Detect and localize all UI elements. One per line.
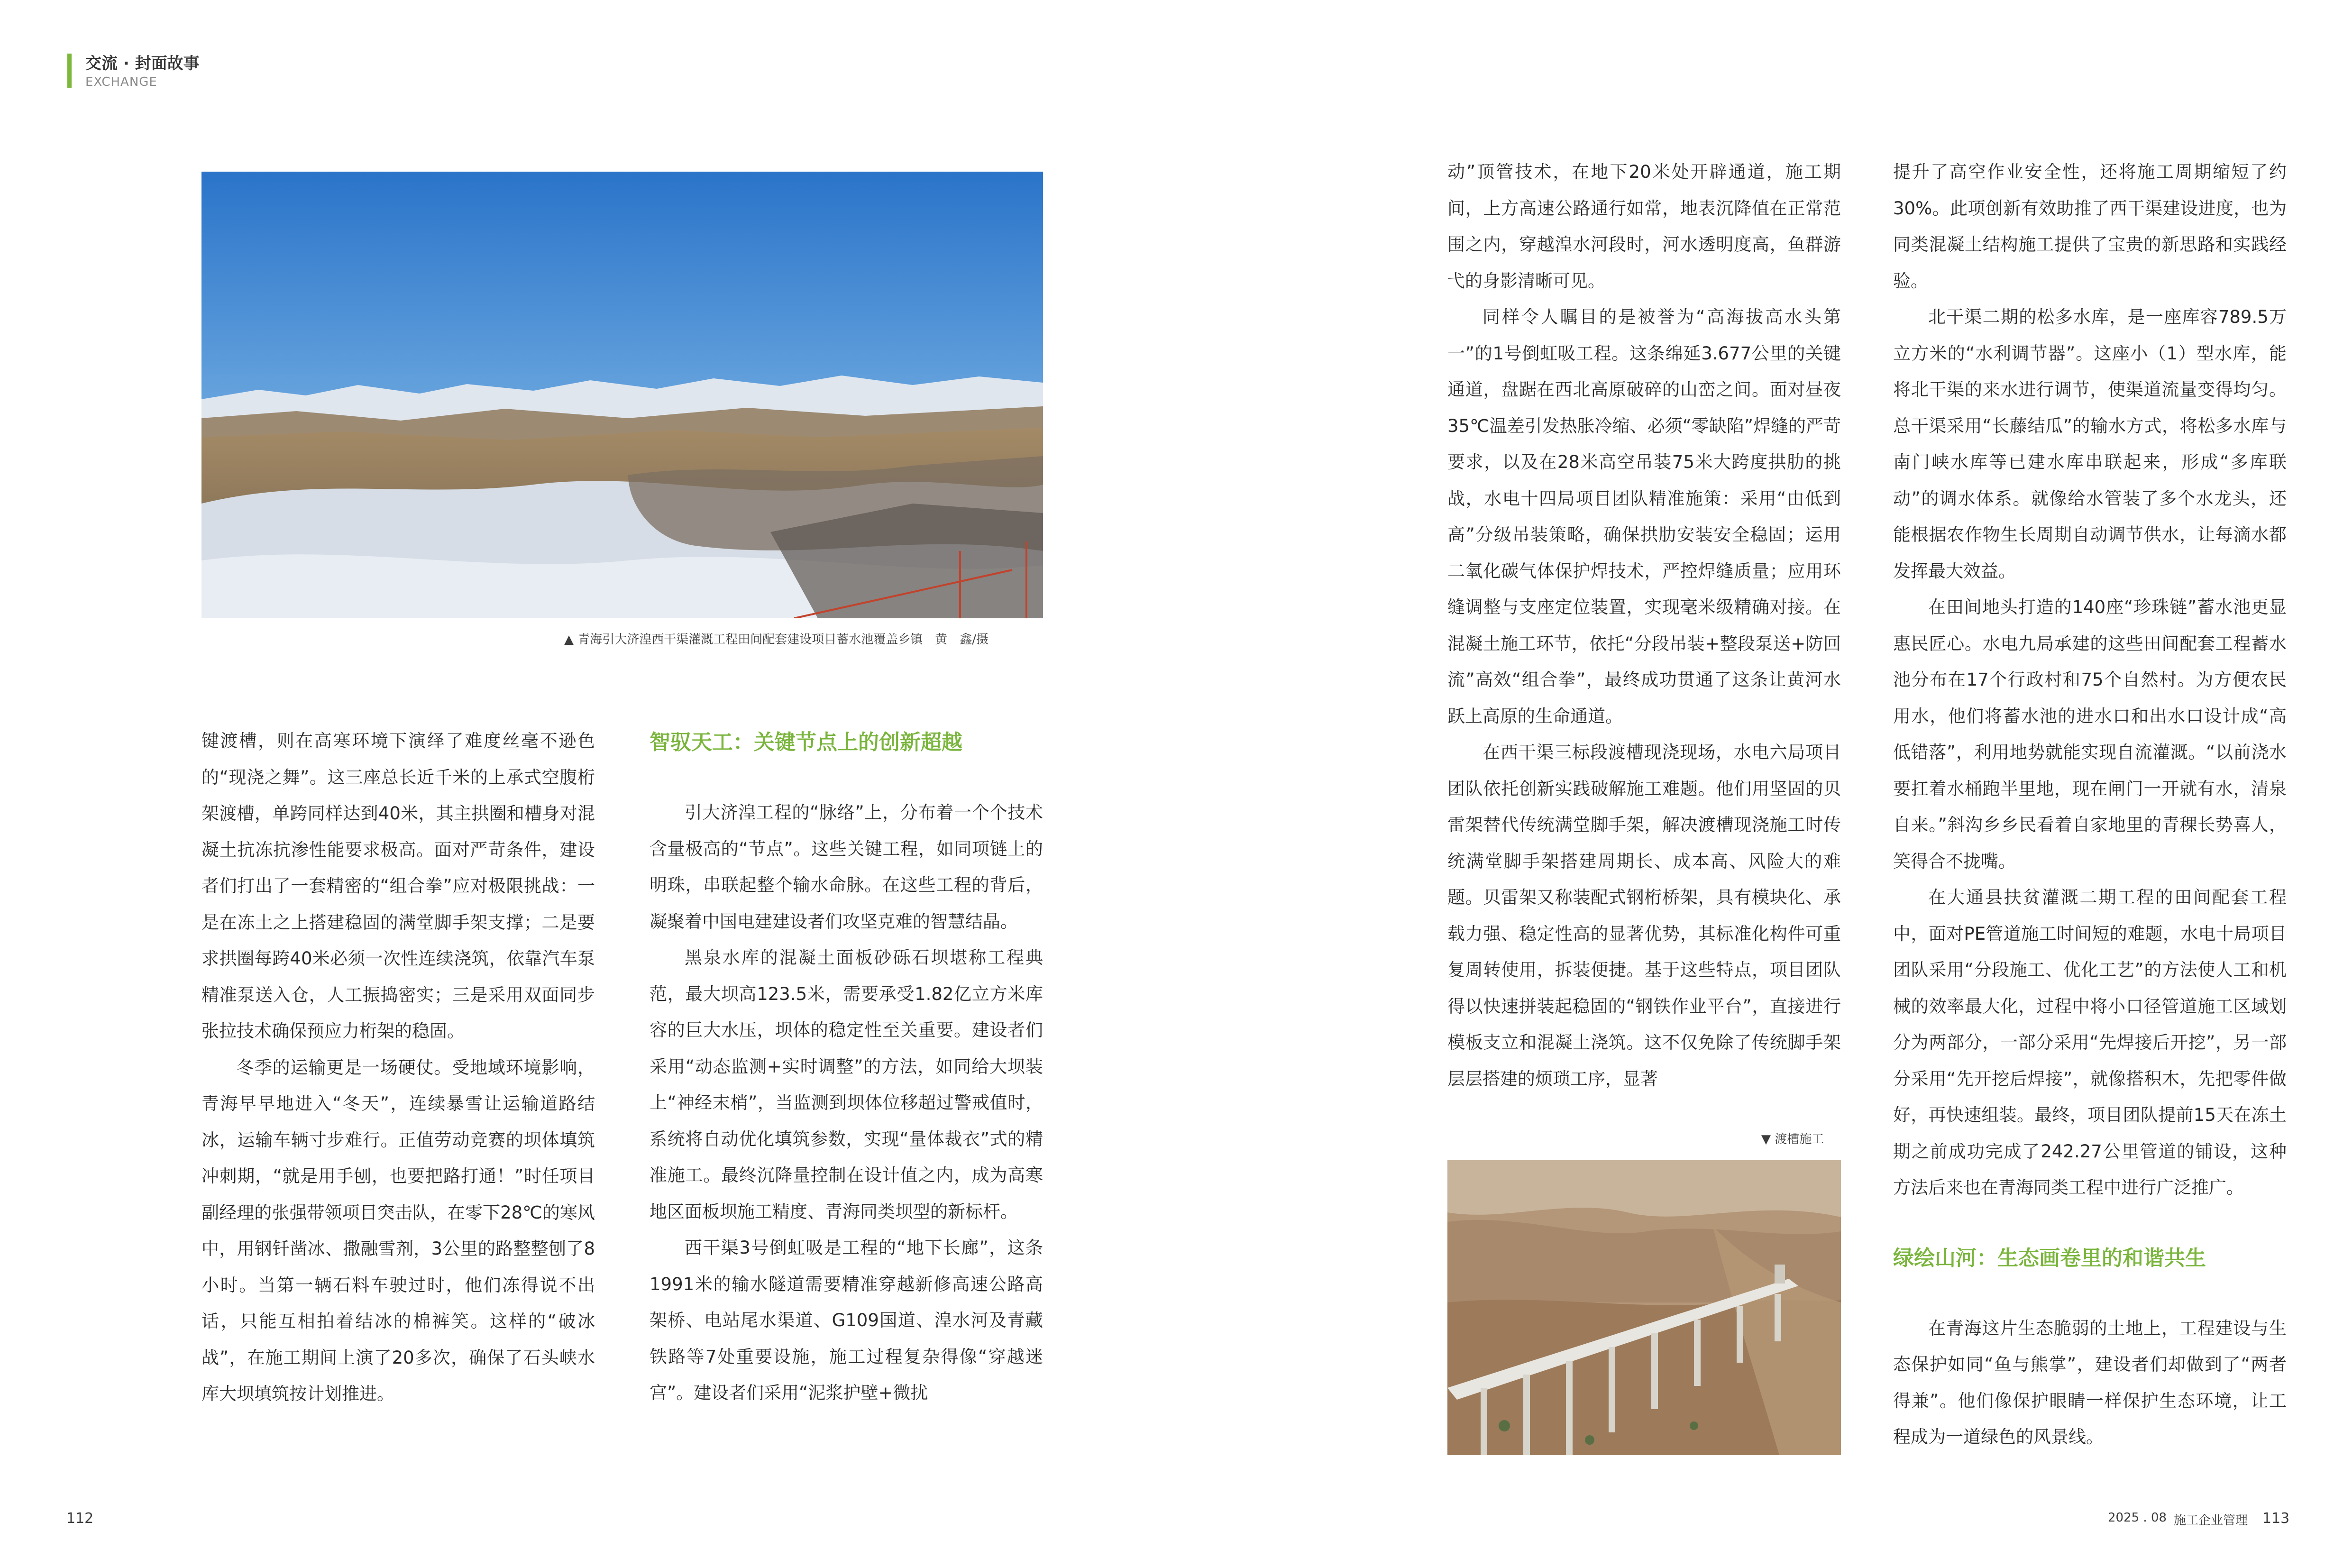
paragraph: 键渡槽，则在高寒环境下演绎了难度丝毫不逊色的“现浇之舞”。这三座总长近千米的上承式空腹桁架渡槽，单跨同样达到40米，其主拱圈和槽身对混凝土抗冻抗渗性能要求极高。面对严苛条件，建设者们打出了一套精密的“组合拳”应对极限挑战：一是在冻土之上搭建稳固的满堂脚手架支撑；二是要求拱圈每跨40米必须一次性连续浇筑，依靠汽车泵精准泵送入仓，人工振捣密实；三是采用双面同步张拉技术确保预应力桁架的稳固。 [201,731,595,1041]
text-column-2 [650,724,1043,1412]
landscape-photo [201,172,1043,618]
left-page-number: 112 [66,1510,94,1527]
paragraph: 在青海这片生态脆弱的土地上，工程建设与生态保护如同“鱼与熊掌”，建设者们却做到了“两者得兼”。他们像保护眼睛一样保护生态环境，让工程成为一道绿色的风景线。 [1893,1318,2287,1447]
paragraph: 冬季的运输更是一场硬仗。受地域环境影响，青海早早地进入“冬天”，连续暴雪让运输道路结冰，运输车辆寸步难行。正值劳动竞赛的坝体填筑冲刺期，“就是用手刨，也要把路打通！”时任项目副经理的张强带领项目突击队，在零下28℃的寒风中，用钢钎凿冰、撒融雪剂，3公里的路整整刨了8小时。当第一辆石料车驶过时，他们冻得说不出话，只能互相拍着结冰的棉裤笑。这样的“破冰战”，在施工期间上演了20多次，确保了石头峡水库大坝填筑按计划推进。 [201,1057,595,1404]
text-column-1 [201,723,595,1412]
paragraph: 在田间地头打造的140座“珍珠链”蓄水池更显惠民匠心。水电九局承建的这些田间配套工程蓄水池分布在17个行政村和75个自然村。为方便农民用水，他们将蓄水池的进水口和出水口设计成“高低错落”，利用地势就能实现自流灌溉。“以前浇水要扛着水桶跑半里地，现在闸门一开就有水，清泉自来。”斜沟乡乡民看着自家地里的青稞长势喜人，笑得合不拢嘴。 [1893,597,2287,871]
paragraph: 同样令人瞩目的是被誉为“高海拔高水头第一”的1号倒虹吸工程。这条绵延3.677公里的关键通道，盘踞在西北高原破碎的山峦之间。面对昼夜35℃温差引发热胀冷缩、必须“零缺陷”焊缝的严苛要求，以及在28米高空吊装75米大跨度拱肋的挑战，水电十四局项目团队精准施策：采用“由低到高”分级吊装策略，确保拱肋安装安全稳固；运用二氧化碳气体保护焊技术，严控焊缝质量；应用环缝调整与支座定位装置，实现毫米级精确对接。在混凝土施工环节，依托“分段吊装+整段泵送+防回流”高效“组合拳”，最终成功贯通了这条让黄河水跃上高原的生命通道。 [1447,307,1841,726]
text-column-3 [1447,154,1841,1097]
section-marker-bar [67,54,72,88]
paragraph: 提升了高空作业安全性，还将施工周期缩短了约30%。此项创新有效助推了西干渠建设进度，也为同类混凝土结构施工提供了宝贵的新思路和实践经验。 [1893,162,2287,291]
paragraph: 黑泉水库的混凝土面板砂砾石坝堪称工程典范，最大坝高123.5米，需要承受1.82亿立方米库容的巨大水压，坝体的稳定性至关重要。建设者们采用“动态监测+实时调整”的方法，如同给大坝装上“神经末梢”，当监测到坝体位移超过警戒值时，系统将自动优化填筑参数，实现“量体裁衣”式的精准施工。最终沉降量控制在设计值之内，成为高寒地区面板坝施工精度、青海同类坝型的新标杆。 [650,947,1043,1222]
paragraph: 在西干渠三标段渡槽现浇现场，水电六局项目团队依托创新实践破解施工难题。他们用坚固的贝雷架替代传统满堂脚手架，解决渡槽现浇施工时传统满堂脚手架搭建周期长、成本高、风险大的难题。贝雷架又称装配式钢桁桥架，具有模块化、承载力强、稳定性高的显著优势，其标准化构件可重复周转使用，拆装便捷。基于这些特点，项目团队得以快速拼装起稳固的“钢铁作业平台”，直接进行模板支立和混凝土浇筑。这不仅免除了传统脚手架层层搭建的烦琐工序，显著 [1447,742,1841,1089]
magazine-name: 施工企业管理 [2174,1513,2248,1528]
section-heading: 智驭天工：关键节点上的创新超越 [650,730,962,754]
issue-date: 2025 . 08 [2108,1511,2167,1525]
aqueduct-photo [1447,1160,1841,1455]
section-heading: 绿绘山河：生态画卷里的和谐共生 [1893,1246,2206,1270]
paragraph: 动”顶管技术，在地下20米处开辟通道，施工期间，上方高速公路通行如常，地表沉降值在正常范围之内，穿越湟水河段时，河水透明度高，鱼群游弋的身影清晰可见。 [1447,162,1841,291]
right-page-number: 113 [2262,1510,2290,1527]
bottom-photo-caption: ▼ 渡槽施工 [1761,1132,1824,1146]
paragraph: 西干渠3号倒虹吸是工程的“地下长廊”，这条1991米的输水隧道需要精准穿越新修高速公路高架桥、电站尾水渠道、G109国道、湟水河及青藏铁路等7处重要设施，施工过程复杂得像“穿越迷宫”。建设者们采用“泥浆护壁+微扰 [650,1238,1043,1403]
top-photo-caption: ▲ 青海引大济湟西干渠灌溉工程田间配套建设项目蓄水池覆盖乡镇 黄 鑫/摄 [564,633,989,647]
text-column-4 [1893,154,2287,1456]
section-subtitle: EXCHANGE [85,75,157,89]
paragraph: 北干渠二期的松多水库，是一座库容789.5万立方米的“水利调节器”。这座小（1）型水库，能将北干渠的来水进行调节，使渠道流量变得均匀。总干渠采用“长藤结瓜”的输水方式，将松多水库与南门峡水库等已建水库串联起来，形成“多库联动”的调水体系。就像给水管装了多个水龙头，还能根据农作物生长周期自动调节供水，让每滴水都发挥最大效益。 [1893,307,2287,581]
paragraph: 引大济湟工程的“脉络”上，分布着一个个技术含量极高的“节点”。这些关键工程，如同项链上的明珠，串联起整个输水命脉。在这些工程的背后，凝聚着中国电建建设者们攻坚克难的智慧结晶。 [650,802,1043,932]
paragraph: 在大通县扶贫灌溉二期工程的田间配套工程中，面对PE管道施工时间短的难题，水电十局项目团队采用“分段施工、优化工艺”的方法使人工和机械的效率最大化，过程中将小口径管道施工区域划分为两部分，一部分采用“先焊接后开挖”，另一部分采用“先开挖后焊接”，就像搭积木，先把零件做好，再快速组装。最终，项目团队提前15天在冻土期之前成功完成了242.27公里管道的铺设，这种方法后来也在青海同类工程中进行广泛推广。 [1893,887,2287,1198]
section-category: 交流 · 封面故事 [85,54,200,73]
